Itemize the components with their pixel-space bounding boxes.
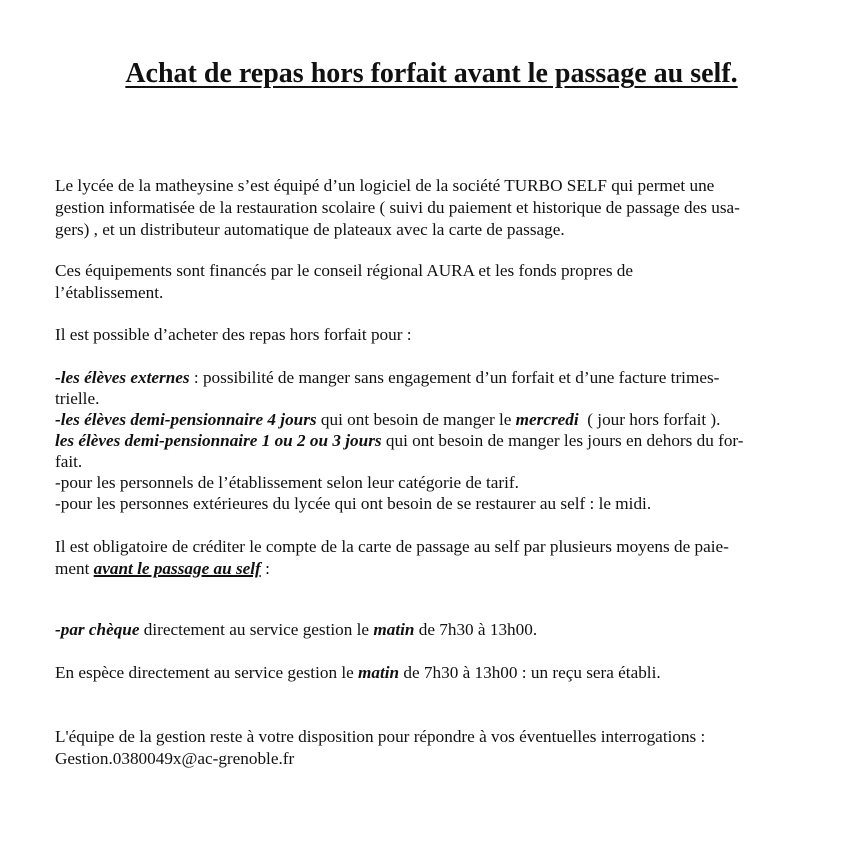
- funding-line: Ces équipements sont financés par le conseil régional AURA et les fonds propres de: [55, 261, 634, 280]
- intro-line: gestion informatisée de la restauration scolaire ( suivi du paiement et historique de passage des usa-: [55, 198, 740, 217]
- text: de 7h30 à 13h00 : un reçu sera établi.: [399, 663, 661, 682]
- list-item-externes: [55, 368, 719, 388]
- intro-line: Le lycée de la matheysine s’est équipé d’un logiciel de la société TURBO SELF qui permet une: [55, 176, 715, 195]
- list-item-exterieurs: -pour les personnes extérieures du lycée qui ont besoin de se restaurer au self : le midi.: [55, 494, 652, 513]
- list-item-dp4: [55, 410, 720, 430]
- obligatoire-line: Il est obligatoire de créditer le compte de la carte de passage au self par plusieurs moyens de paie-: [55, 537, 729, 556]
- list-item-dp123: [55, 431, 744, 451]
- contact-email: Gestion.0380049x@ac-grenoble.fr: [55, 749, 295, 768]
- list-item-dp123-cont: fait.: [55, 452, 83, 471]
- emphasis: mercredi: [515, 410, 579, 429]
- obligatoire-line: [55, 559, 270, 579]
- text: qui ont besoin de manger le: [316, 410, 516, 429]
- possible-text: Il est possible d’acheter des repas hors forfait pour :: [55, 325, 412, 344]
- emphasis: -les élèves externes: [55, 368, 190, 387]
- cheque-line: [55, 620, 537, 640]
- emphasis: -par chèque: [55, 620, 140, 639]
- text: directement au service gestion le: [139, 620, 374, 639]
- text: :: [260, 559, 270, 578]
- intro-line: gers) , et un distributeur automatique de plateaux avec la carte de passage.: [55, 220, 565, 239]
- text: de 7h30 à 13h00.: [414, 620, 538, 639]
- list-item-externes-cont: trielle.: [55, 389, 100, 408]
- page-title: Achat de repas hors forfait avant le passage au self.: [125, 58, 738, 89]
- text: : possibilité de manger sans engagement d’un forfait et d’une facture trimes-: [189, 368, 720, 387]
- text: ment: [55, 559, 94, 578]
- emphasis: matin: [358, 663, 400, 682]
- emphasis: -les élèves demi-pensionnaire 4 jours: [55, 410, 317, 429]
- espece-line: [55, 663, 661, 683]
- funding-line: l’établissement.: [55, 283, 164, 302]
- list-item-personnels: -pour les personnels de l’établissement selon leur catégorie de tarif.: [55, 473, 519, 492]
- text: qui ont besoin de manger les jours en dehors du for-: [381, 431, 744, 450]
- text: En espèce directement au service gestion le: [55, 663, 359, 682]
- emphasis: avant le passage au self: [93, 559, 261, 578]
- emphasis: matin: [373, 620, 415, 639]
- text: ( jour hors forfait ).: [578, 410, 721, 429]
- emphasis: les élèves demi-pensionnaire 1 ou 2 ou 3 jours: [55, 431, 382, 450]
- contact-line: L'équipe de la gestion reste à votre disposition pour répondre à vos éventuelles interrogations :: [55, 727, 706, 746]
